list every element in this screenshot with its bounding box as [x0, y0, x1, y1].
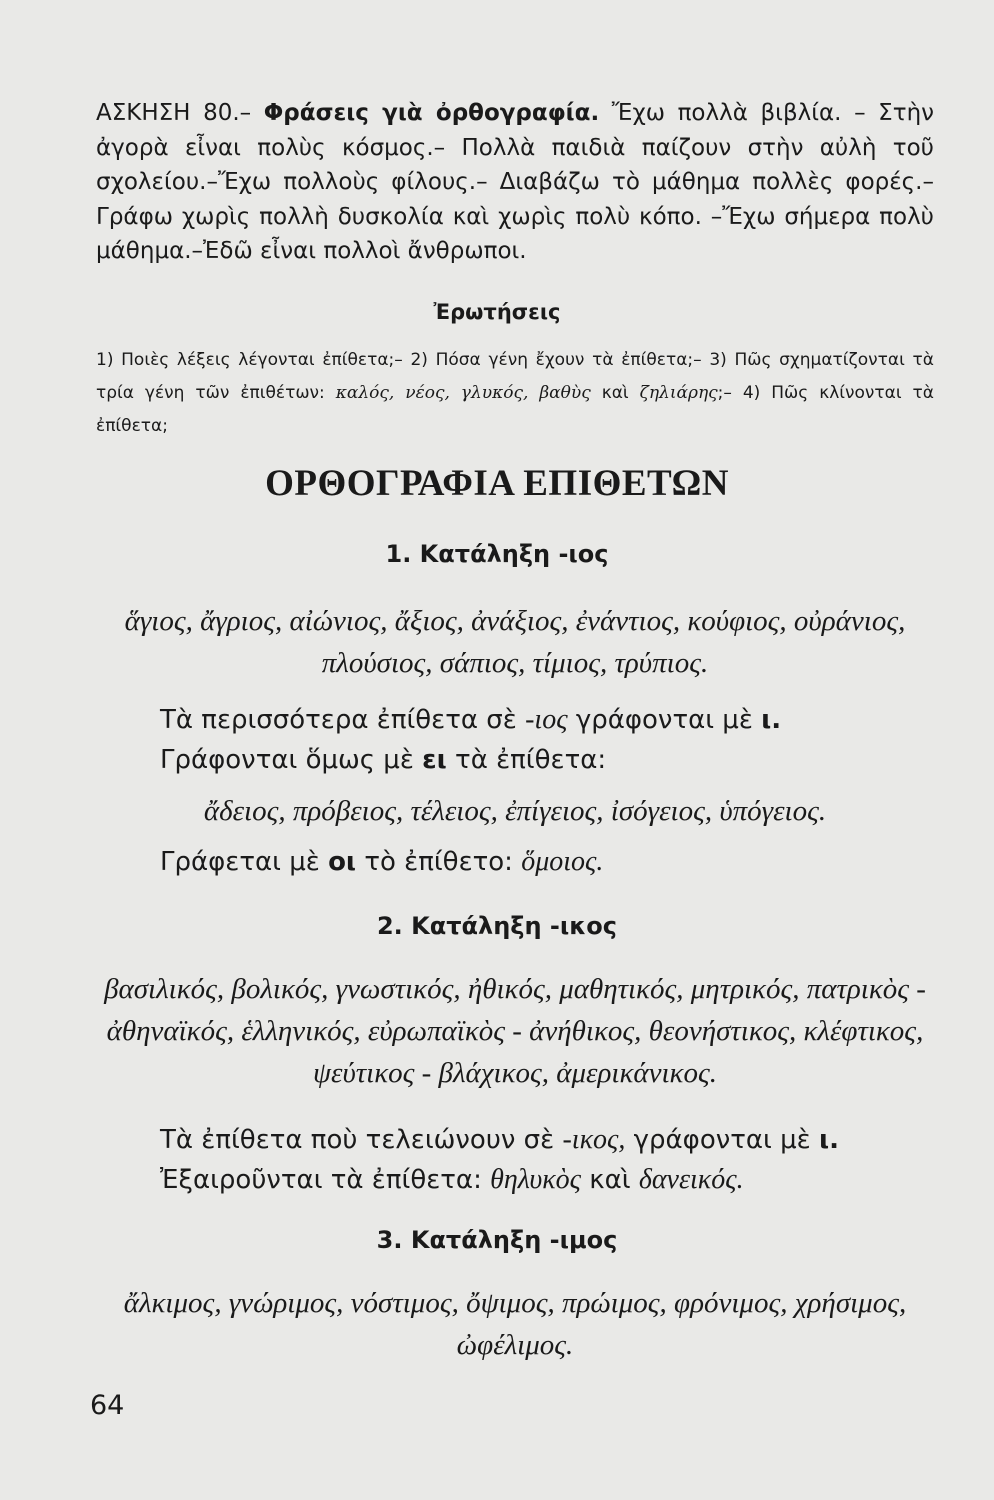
exercise-title: Φράσεις γιὰ ὀρθογραφία. [263, 100, 600, 126]
rule-word: δανεικός. [638, 1164, 744, 1195]
question-examples: καλός, νέος, γλυκός, βαθὺς [335, 383, 591, 403]
section-3-words: ἄλκιμος, γνώριμος, νόστιμος, ὄψιμος, πρώιμος, φρόνιμος, χρήσιμος, ὠφέλιμος. [123, 1287, 907, 1361]
questions-text [96, 344, 934, 443]
section-2-title: 2. Κατάληξη -ικος [376, 912, 618, 940]
exercise-80 [96, 96, 934, 269]
section-1-words: ἅγιος, ἄγριος, αἰώνιος, ἄξιος, ἀνάξιος, ἐνάντιος, κούφιος, οὐράνιος, πλούσιος, σάπιος, τίμιος, τρύπιος. [124, 605, 906, 679]
page-title: ΟΡΘΟΓΡΑΦΙΑ ΕΠΙΘΕΤΩΝ [265, 463, 729, 504]
rule-text: γράφονται μὲ [625, 1125, 819, 1155]
rule-text: τὸ ἐπίθετο: [356, 847, 522, 877]
question-example-last: ζηλιάρης [639, 383, 718, 403]
section-1-rule-2 [160, 740, 940, 780]
rule-letter: ει [422, 745, 447, 775]
rule-text: καὶ [581, 1165, 639, 1195]
questions-heading: Ἐρωτήσεις [433, 300, 561, 324]
rule-letter: οι [328, 847, 357, 877]
section-3-title: 3. Κατάληξη -ιμος [376, 1226, 618, 1254]
question-4: ;– 4) Πῶς κλίνονται τὰ ἐπίθετα; [96, 383, 935, 436]
exercise-label: ΑΣΚΗΣΗ 80.– [96, 100, 264, 126]
rule-word: ὅμοιος. [521, 846, 604, 877]
question-and: καὶ [590, 383, 640, 403]
page-number: 64 [90, 1390, 125, 1421]
rule-text: Ἐξαιροῦνται τὰ ἐπίθετα: [160, 1165, 491, 1195]
rule-text: Τὰ ἐπίθετα ποὺ τελειώνουν σὲ [160, 1125, 563, 1155]
section-2-words: βασιλικός, βολικός, γνωστικός, ἠθικός, μαθητικός, μητρικός, πατρικὸς - ἀθηναϊκός, ἑλληνικός, εὐρωπαϊκὸς - ἀνήθικος, θεονήστικος, κλέφτικος, ψεύτικος - βλάχικος, ἀμερικάνικος. [104, 973, 926, 1089]
rule-text: γράφονται μὲ [567, 705, 762, 735]
rule-suffix: -ικος, [562, 1124, 626, 1155]
exercise-text: Ἔχω πολλὰ βιβλία. – Στὴν ἀγορὰ εἶναι πολὺς κόσμος.– Πολλὰ παιδιὰ παίζουν στὴν αὐλὴ τοῦ σχολείου.–Ἔχω πολλοὺς φίλους.– Διαβάζω τὸ μάθημα πολλὲς φορές.–Γράφω χωρὶς πολλὴ δυσκολία καὶ χωρὶς πολὺ κόπο. –Ἔχω σήμερα πολὺ μάθημα.–Ἐδῶ εἶναι πολλοὶ ἄνθρωποι. [96, 100, 934, 264]
rule-text: Γράφονται ὅμως μὲ [160, 745, 423, 775]
section-1-exceptions: ἄδειος, πρόβειος, τέλειος, ἐπίγειος, ἰσόγειος, ὑπόγειος. [203, 795, 827, 827]
section-1-rule-1 [160, 700, 940, 740]
rule-word: θηλυκὸς [490, 1164, 582, 1195]
rule-text: Γράφεται μὲ [160, 847, 329, 877]
rule-letter: ι. [761, 705, 782, 735]
rule-text: Τὰ περισσότερα ἐπίθετα σὲ [160, 705, 526, 735]
section-2-rule-1 [160, 1120, 940, 1160]
section-1-rule-3 [160, 842, 940, 882]
rule-suffix: -ιος [525, 704, 568, 735]
section-1-title: 1. Κατάληξη -ιος [385, 540, 609, 568]
rule-text: τὰ ἐπίθετα: [446, 745, 607, 775]
section-2-rule-2 [160, 1160, 940, 1200]
rule-letter: ι. [818, 1125, 839, 1155]
question-1-3: 1) Ποιὲς λέξεις λέγονται ἐπίθετα;– 2) Πόσα γένη ἔχουν τὰ ἐπίθετα;– 3) Πῶς σχηματίζονται τὰ τρία γένη τῶν ἐπιθέτων: [96, 350, 934, 403]
